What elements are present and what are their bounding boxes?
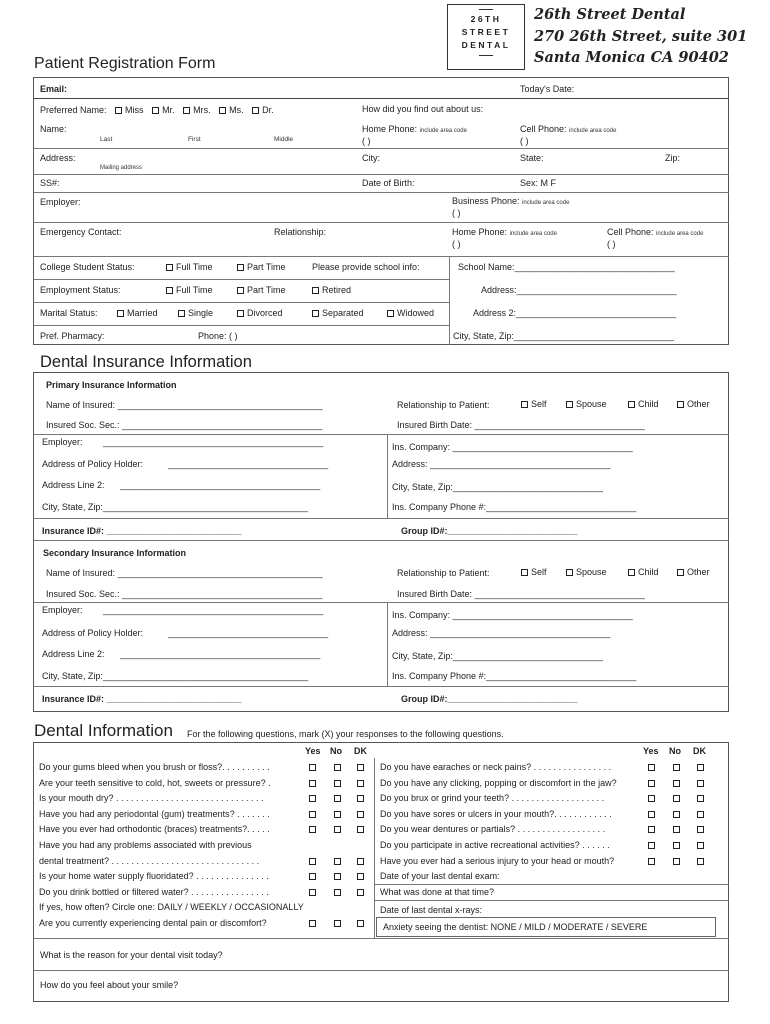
answer-no-checkbox[interactable]	[334, 826, 341, 833]
answer-no-checkbox[interactable]	[334, 780, 341, 787]
answer-dk-checkbox[interactable]	[357, 889, 364, 896]
question-how-often: If yes, how often? Circle one: DAILY / WEEKLY / OCCASIONALLY	[39, 902, 304, 913]
answer-yes-checkbox[interactable]	[309, 764, 316, 771]
answer-yes-checkbox[interactable]	[648, 842, 655, 849]
marital-separated-option[interactable]: Separated	[312, 308, 364, 318]
answer-dk-checkbox[interactable]	[357, 920, 364, 927]
question-earaches: Do you have earaches or neck pains? . . . . . . . . . . . . . . . .	[380, 762, 612, 772]
answer-no-checkbox[interactable]	[334, 858, 341, 865]
practice-name: 26th Street Dental	[534, 6, 686, 23]
ins-company-phone-field[interactable]: Ins. Company Phone #:______________________________	[392, 502, 637, 512]
ins-address-field[interactable]: Address: ____________________________________	[392, 459, 611, 469]
relationship-label: Relationship:	[274, 227, 327, 237]
pharmacy-label: Pref. Pharmacy:	[40, 331, 105, 341]
preferred-name-label: Preferred Name: Miss Mr. Mrs. Ms. Dr.	[40, 105, 274, 115]
email-label: Email:	[40, 84, 68, 94]
checkbox-icon	[237, 264, 244, 271]
todays-date-label: Today's Date:	[520, 84, 575, 94]
ins-company-field[interactable]: Ins. Company: ____________________________________	[392, 442, 633, 452]
relationship-to-patient-label: Relationship to Patient:	[397, 568, 490, 578]
emergency-contact-label: Emergency Contact:	[40, 227, 122, 237]
employer-label: Employer:	[40, 197, 81, 207]
anxiety-scale[interactable]: Anxiety seeing the dentist: NONE / MILD / MODERATE / SEVERE	[383, 922, 648, 932]
checkbox-icon	[312, 310, 319, 317]
answer-no-checkbox[interactable]	[334, 889, 341, 896]
address-label: Address:	[40, 153, 76, 163]
mailing-address-hint: Mailing address	[100, 165, 143, 171]
question-previous-problems-cont: dental treatment? . . . . . . . . . . . . . . . . . . . . . . . . . . . . . .	[39, 855, 260, 866]
answer-dk-checkbox[interactable]	[697, 826, 704, 833]
checkbox-icon	[521, 569, 528, 576]
emergency-home-phone-label: Home Phone: include area code	[452, 227, 557, 237]
col-header-no: No	[669, 746, 681, 756]
name-of-insured-field[interactable]: Name of Insured: _________________________________________	[46, 400, 323, 410]
title-option-dr[interactable]: Dr.	[252, 105, 274, 115]
city-state-zip-field[interactable]: City, State, Zip:_________________________________________	[42, 671, 309, 681]
state-label: State:	[520, 153, 544, 163]
insurance-id-field[interactable]: Insurance ID#: ___________________________	[42, 694, 242, 704]
answer-dk-checkbox[interactable]	[357, 811, 364, 818]
group-id-field[interactable]: Group ID#:__________________________	[401, 694, 578, 704]
question-gums-bleed: Do your gums bleed when you brush or floss?. . . . . . . . . .	[39, 762, 270, 772]
marital-status-label: Marital Status:	[40, 308, 98, 318]
answer-dk-checkbox[interactable]	[697, 842, 704, 849]
marital-married-option[interactable]: Married	[117, 308, 158, 318]
ins-address-field[interactable]: Address: ____________________________________	[392, 628, 611, 638]
logo-word: 26TH	[470, 14, 502, 24]
answer-dk-checkbox[interactable]	[357, 795, 364, 802]
question-orthodontic: Have you ever had orthodontic (braces) treatments?. . . . .	[39, 824, 270, 835]
checkbox-icon	[677, 401, 684, 408]
relationship-child-option[interactable]: Child	[628, 567, 659, 577]
city-label: City:	[362, 153, 380, 163]
answer-yes-checkbox[interactable]	[648, 764, 655, 771]
col-header-yes: Yes	[305, 746, 321, 756]
answer-dk-checkbox[interactable]	[357, 764, 364, 771]
name-middle-hint: Middle	[274, 136, 294, 143]
answer-yes-checkbox[interactable]	[309, 780, 316, 787]
cell-phone-paren: ( )	[520, 136, 529, 146]
employment-status-label: Employment Status:	[40, 285, 121, 295]
logo-word: STREET	[461, 27, 511, 37]
question-bottled-water: Do you drink bottled or filtered water? . . . . . . . . . . . . . . . .	[39, 886, 269, 897]
checkbox-icon	[312, 287, 319, 294]
insured-birth-date-field[interactable]: Insured Birth Date: __________________________________	[397, 420, 645, 430]
question-previous-problems: Have you had any problems associated with previous	[39, 839, 252, 850]
answer-dk-checkbox[interactable]	[697, 858, 704, 865]
address-line2-field[interactable]: ________________________________________	[120, 649, 321, 659]
relationship-spouse-option[interactable]: Spouse	[566, 399, 607, 409]
address-line2-field[interactable]: ________________________________________	[120, 480, 321, 490]
checkbox-icon	[219, 107, 226, 114]
col-header-dk: DK	[354, 746, 367, 756]
name-label: Name:	[40, 124, 67, 134]
ins-city-state-zip-field[interactable]: City, State, Zip:______________________________	[392, 651, 604, 661]
ins-company-field[interactable]: Ins. Company: ____________________________________	[392, 610, 633, 620]
primary-insurance-title: Primary Insurance Information	[46, 380, 177, 390]
cell-phone-label: Cell Phone: include area code	[520, 124, 617, 134]
ins-city-state-zip-field[interactable]: City, State, Zip:______________________________	[392, 482, 604, 492]
school-name-field[interactable]: School Name:________________________________	[458, 262, 675, 272]
policy-holder-field[interactable]: ________________________________	[168, 459, 329, 469]
answer-yes-checkbox[interactable]	[309, 920, 316, 927]
question-sores: Do you have sores or ulcers in your mouth?. . . . . . . . . . . .	[380, 808, 612, 819]
patient-info-box	[33, 77, 729, 345]
checkbox-icon	[566, 401, 573, 408]
address-line2-label: Address Line 2:	[42, 649, 105, 659]
answer-yes-checkbox[interactable]	[309, 873, 316, 880]
marital-divorced-option[interactable]: Divorced	[237, 308, 283, 318]
answer-no-checkbox[interactable]	[673, 811, 680, 818]
name-first-hint: First	[188, 136, 201, 143]
insured-soc-sec-field[interactable]: Insured Soc. Sec.: ________________________________________	[46, 589, 323, 599]
title-option-miss[interactable]: Miss	[115, 105, 144, 115]
answer-dk-checkbox[interactable]	[697, 764, 704, 771]
employment-full-time-option[interactable]: Full Time	[166, 285, 213, 295]
checkbox-icon	[237, 310, 244, 317]
question-teeth-sensitive: Are your teeth sensitive to cold, hot, sweets or pressure? .	[39, 777, 271, 788]
checkbox-icon	[628, 401, 635, 408]
left-questions	[39, 760, 304, 932]
checkbox-icon	[521, 401, 528, 408]
insurance-section-title: Dental Insurance Information	[40, 353, 252, 371]
answer-dk-checkbox[interactable]	[357, 826, 364, 833]
question-dentures: Do you wear dentures or partials? . . . . . . . . . . . . . . . . . .	[380, 824, 606, 835]
checkbox-icon	[166, 264, 173, 271]
practice-address-line1: 270 26th Street, suite 301	[534, 28, 748, 45]
name-last-hint: Last	[100, 136, 113, 143]
college-status-label: College Student Status:	[40, 262, 135, 272]
school-city-field[interactable]: City, State, Zip:________________________________	[453, 331, 675, 341]
question-dental-pain: Are you currently experiencing dental pain or discomfort?	[39, 917, 267, 928]
answer-yes-checkbox[interactable]	[309, 826, 316, 833]
relationship-to-patient-label: Relationship to Patient:	[397, 400, 490, 410]
question-jaw-clicking: Do you have any clicking, popping or discomfort in the jaw?	[380, 777, 617, 788]
employer-field[interactable]: ____________________________________________	[103, 437, 324, 447]
answer-yes-checkbox[interactable]	[309, 795, 316, 802]
title-option-mr[interactable]: Mr.	[152, 105, 175, 115]
answer-yes-checkbox[interactable]	[648, 811, 655, 818]
answer-yes-checkbox[interactable]	[648, 826, 655, 833]
checkbox-icon	[117, 310, 124, 317]
employment-part-time-option[interactable]: Part Time	[237, 285, 286, 295]
school-info-label: Please provide school info:	[312, 262, 420, 272]
answer-no-checkbox[interactable]	[334, 811, 341, 818]
checkbox-icon	[387, 310, 394, 317]
marital-widowed-option[interactable]: Widowed	[387, 308, 434, 318]
reason-visit-field[interactable]: What is the reason for your dental visit today?	[40, 950, 223, 960]
answer-no-checkbox[interactable]	[673, 795, 680, 802]
answer-dk-checkbox[interactable]	[697, 811, 704, 818]
employment-retired-option[interactable]: Retired	[312, 285, 351, 295]
checkbox-icon	[628, 569, 635, 576]
policy-holder-field[interactable]: ________________________________	[168, 628, 329, 638]
question-water-fluoridated: Is your home water supply fluoridated? . . . . . . . . . . . . . . .	[39, 871, 269, 882]
college-part-time-option[interactable]: Part Time	[237, 262, 286, 272]
insured-soc-sec-field[interactable]: Insured Soc. Sec.: ________________________________________	[46, 420, 323, 430]
title-option-mrs[interactable]: Mrs.	[183, 105, 211, 115]
ssn-label: SS#:	[40, 178, 60, 188]
college-full-time-option[interactable]: Full Time	[166, 262, 213, 272]
ins-company-phone-field[interactable]: Ins. Company Phone #:______________________________	[392, 671, 637, 681]
group-id-field[interactable]: Group ID#:__________________________	[401, 526, 578, 536]
checkbox-icon	[566, 569, 573, 576]
practice-logo	[447, 4, 525, 70]
answer-no-checkbox[interactable]	[673, 764, 680, 771]
zip-label: Zip:	[665, 153, 681, 163]
last-xrays-field[interactable]: Date of last dental x-rays:	[380, 905, 483, 915]
form-title: Patient Registration Form	[34, 55, 216, 72]
relationship-other-option[interactable]: Other	[677, 399, 710, 409]
feel-smile-field[interactable]: How do you feel about your smile?	[40, 980, 179, 990]
last-exam-field[interactable]: Date of your last dental exam:	[380, 871, 500, 881]
policy-holder-label: Address of Policy Holder:	[42, 459, 144, 469]
dental-section-title: Dental Information	[34, 721, 173, 740]
answer-yes-checkbox[interactable]	[648, 795, 655, 802]
question-brux: Do you brux or grind your teeth? . . . . . . . . . . . . . . . . . . .	[380, 793, 605, 804]
emergency-home-phone-paren: ( )	[452, 239, 461, 249]
city-state-zip-field[interactable]: City, State, Zip:_________________________________________	[42, 502, 309, 512]
practice-address-line2: Santa Monica CA 90402	[534, 49, 729, 66]
secondary-insurance-title: Secondary Insurance Information	[43, 548, 187, 558]
relationship-self-option[interactable]: Self	[521, 399, 547, 409]
answer-no-checkbox[interactable]	[334, 873, 341, 880]
business-phone-paren: ( )	[452, 208, 461, 218]
insured-birth-date-field[interactable]: Insured Birth Date: __________________________________	[397, 589, 645, 599]
emergency-cell-phone-label: Cell Phone: include area code	[607, 227, 704, 237]
home-phone-paren: ( )	[362, 136, 371, 146]
question-mouth-dry: Is your mouth dry? . . . . . . . . . . . . . . . . . . . . . . . . . . . . . .	[39, 793, 264, 804]
answer-yes-checkbox[interactable]	[309, 858, 316, 865]
checkbox-icon	[166, 287, 173, 294]
question-head-injury: Have you ever had a serious injury to your head or mouth?	[380, 855, 615, 866]
sex-label: Sex: M F	[520, 178, 557, 188]
dob-label: Date of Birth:	[362, 178, 415, 188]
right-questions	[380, 760, 617, 869]
name-of-insured-field[interactable]: Name of Insured: _________________________________________	[46, 568, 323, 578]
relationship-spouse-option[interactable]: Spouse	[566, 567, 607, 577]
checkbox-icon	[677, 569, 684, 576]
business-phone-label: Business Phone: include area code	[452, 196, 570, 206]
col-header-no: No	[330, 746, 342, 756]
how-found-label: How did you find out about us:	[362, 104, 484, 114]
relationship-self-option[interactable]: Self	[521, 567, 547, 577]
checkbox-icon	[237, 287, 244, 294]
answer-dk-checkbox[interactable]	[357, 780, 364, 787]
col-header-dk: DK	[693, 746, 706, 756]
checkbox-icon	[115, 107, 122, 114]
school-address2-field[interactable]: Address 2:________________________________	[473, 308, 677, 318]
home-phone-label: Home Phone: include area code	[362, 124, 467, 134]
employer-label: Employer:	[42, 605, 83, 615]
policy-holder-label: Address of Policy Holder:	[42, 628, 144, 638]
answer-no-checkbox[interactable]	[673, 842, 680, 849]
answer-no-checkbox[interactable]	[673, 858, 680, 865]
employer-label: Employer:	[42, 437, 83, 447]
address-line2-label: Address Line 2:	[42, 480, 105, 490]
what-was-done-field[interactable]: What was done at that time?	[380, 887, 495, 897]
relationship-other-option[interactable]: Other	[677, 567, 710, 577]
emergency-cell-phone-paren: ( )	[607, 239, 616, 249]
answer-yes-checkbox[interactable]	[309, 811, 316, 818]
answer-dk-checkbox[interactable]	[697, 780, 704, 787]
question-recreational: Do you participate in active recreational activities? . . . . . .	[380, 839, 610, 850]
logo-word: DENTAL	[461, 40, 511, 50]
answer-dk-checkbox[interactable]	[697, 795, 704, 802]
insurance-id-field[interactable]: Insurance ID#: ___________________________	[42, 526, 242, 536]
answer-dk-checkbox[interactable]	[357, 858, 364, 865]
dental-instructions: For the following questions, mark (X) your responses to the following questions.	[187, 729, 504, 739]
col-header-yes: Yes	[643, 746, 659, 756]
answer-no-checkbox[interactable]	[334, 764, 341, 771]
relationship-child-option[interactable]: Child	[628, 399, 659, 409]
school-address-field[interactable]: Address:________________________________	[481, 285, 677, 295]
answer-yes-checkbox[interactable]	[309, 889, 316, 896]
title-option-ms[interactable]: Ms.	[219, 105, 244, 115]
answer-no-checkbox[interactable]	[334, 920, 341, 927]
answer-no-checkbox[interactable]	[334, 795, 341, 802]
pharmacy-phone-label: Phone: ( )	[198, 331, 238, 341]
checkbox-icon	[178, 310, 185, 317]
question-periodontal: Have you had any periodontal (gum) treatments? . . . . . . .	[39, 808, 270, 819]
marital-single-option[interactable]: Single	[178, 308, 213, 318]
answer-dk-checkbox[interactable]	[357, 873, 364, 880]
answer-no-checkbox[interactable]	[673, 780, 680, 787]
checkbox-icon	[183, 107, 190, 114]
answer-yes-checkbox[interactable]	[648, 780, 655, 787]
checkbox-icon	[252, 107, 259, 114]
answer-yes-checkbox[interactable]	[648, 858, 655, 865]
checkbox-icon	[152, 107, 159, 114]
answer-no-checkbox[interactable]	[673, 826, 680, 833]
employer-field[interactable]: ____________________________________________	[103, 605, 324, 615]
